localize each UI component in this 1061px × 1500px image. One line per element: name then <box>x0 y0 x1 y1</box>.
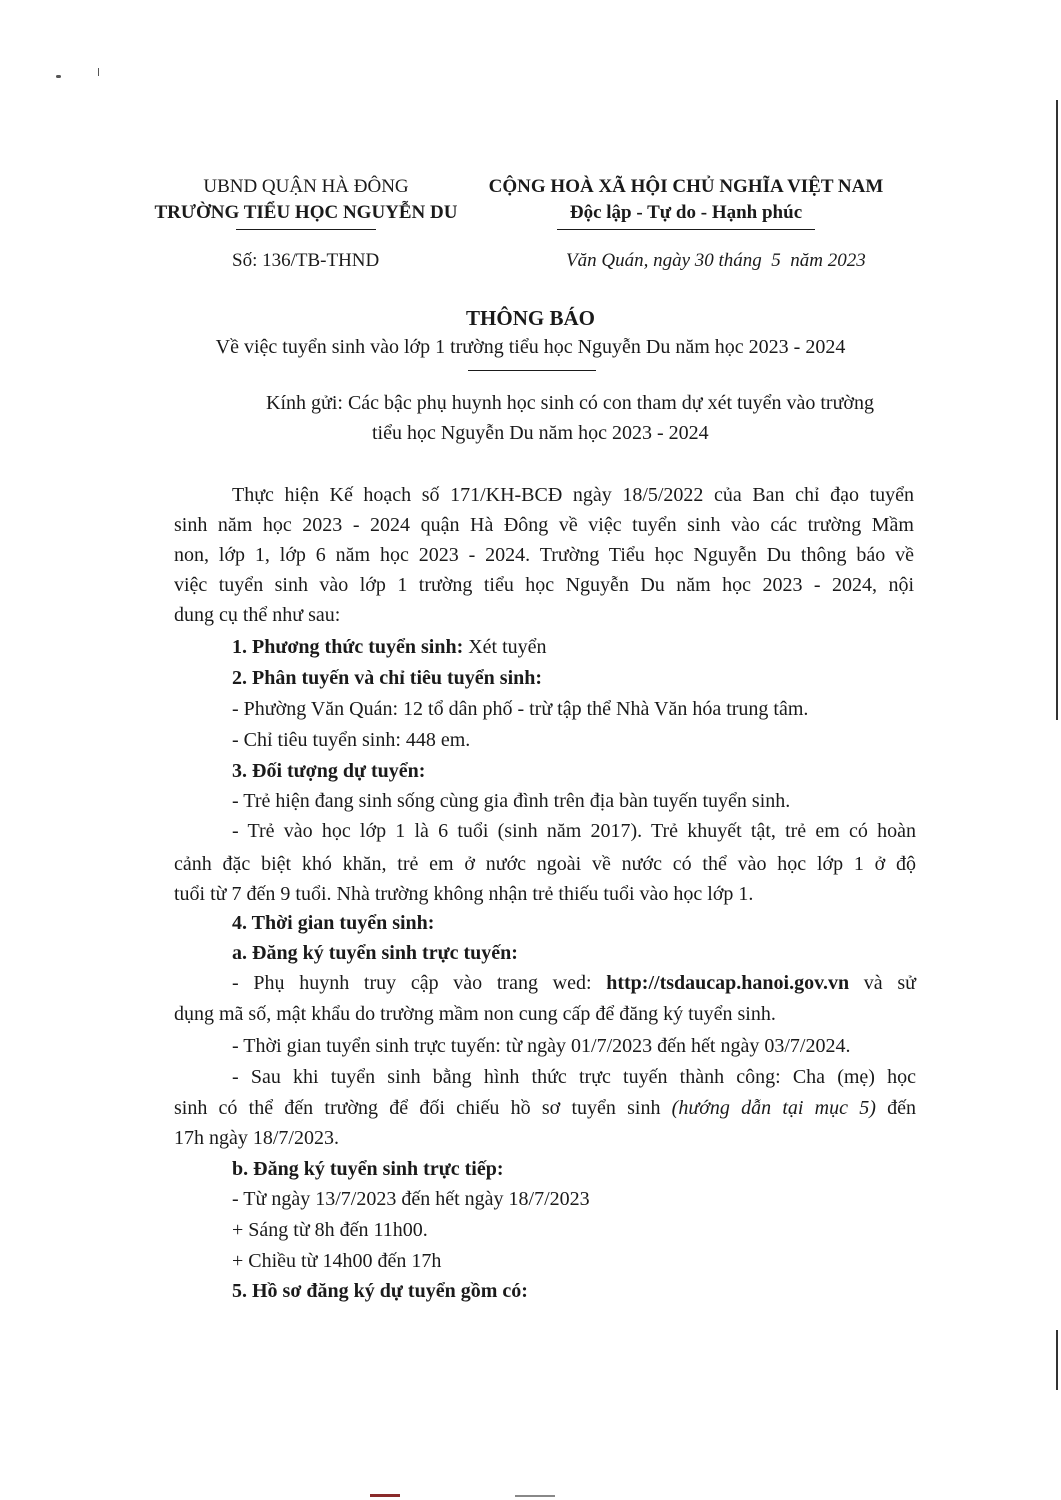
section-3-heading: 3. Đối tượng dự tuyển: <box>232 760 426 782</box>
section-4a-heading: a. Đăng ký tuyển sinh trực tuyến: <box>232 942 518 964</box>
section-1-heading: 1. Phương thức tuyển sinh: <box>232 636 464 658</box>
registration-url-link[interactable]: http://tsdaucap.hanoi.gov.vn <box>606 972 850 994</box>
section-4a-line-5-italic: (hướng dẫn tại mục 5) <box>671 1097 876 1119</box>
national-motto: Độc lập - Tự do - Hạnh phúc <box>569 202 803 223</box>
document-number: Số: 136/TB-THND <box>232 250 380 271</box>
section-1 <box>232 632 547 662</box>
section-4a-line-4: - Sau khi tuyển sinh bằng hình thức trực tuyến thành công: Cha (mẹ) học <box>232 1066 916 1088</box>
document-subject: Về việc tuyển sinh vào lớp 1 trường tiểu học Nguyễn Du năm học 2023 - 2024 <box>215 336 846 358</box>
issuer-district: UBND QUẬN HÀ ĐÔNG <box>203 176 409 197</box>
section-4a-line-5 <box>174 1093 916 1123</box>
section-4b-heading: b. Đăng ký tuyển sinh trực tiếp: <box>232 1158 504 1180</box>
section-3-line-2: - Trẻ vào học lớp 1 là 6 tuổi (sinh năm 2017). Trẻ khuyết tật, trẻ em có hoàn <box>232 820 916 842</box>
intro-line-2: sinh năm học 2023 - 2024 quận Hà Đông về việc tuyển sinh vào các trường Mầm <box>174 514 914 536</box>
motto-underline <box>557 229 815 230</box>
section-2-heading: 2. Phân tuyến và chỉ tiêu tuyển sinh: <box>232 667 543 689</box>
section-4a-line-5-post: đến <box>875 1097 916 1119</box>
section-4b-line-1: - Từ ngày 13/7/2023 đến hết ngày 18/7/2023 <box>232 1188 590 1210</box>
section-4a-line-6: 17h ngày 18/7/2023. <box>174 1127 339 1149</box>
intro-line-3: non, lớp 1, lớp 6 năm học 2023 - 2024. Trường Tiểu học Nguyễn Du thông báo về <box>174 544 914 566</box>
section-4b-line-2: + Sáng từ 8h đến 11h00. <box>232 1219 428 1241</box>
section-4a-line-3: - Thời gian tuyển sinh trực tuyến: từ ngày 01/7/2023 đến hết ngày 03/7/2024. <box>232 1035 851 1057</box>
recipient-line-1: Kính gửi: Các bậc phụ huynh học sinh có con tham dự xét tuyển vào trường <box>266 392 874 414</box>
scan-edge-line <box>1056 100 1058 720</box>
section-2-line-1: - Phường Văn Quán: 12 tổ dân phố - trừ tập thể Nhà Văn hóa trung tâm. <box>232 698 809 720</box>
section-3-line-3: cảnh đặc biệt khó khăn, trẻ em ở nước ngoài về nước có thể vào học lớp 1 ở độ <box>174 853 916 875</box>
document-title: THÔNG BÁO <box>466 306 595 330</box>
section-3-line-1: - Trẻ hiện đang sinh sống cùng gia đình trên địa bàn tuyến tuyển sinh. <box>232 790 791 812</box>
section-4b-line-3: + Chiều từ 14h00 đến 17h <box>232 1250 442 1272</box>
section-3-line-4: tuổi từ 7 đến 9 tuổi. Nhà trường không nhận trẻ thiếu tuổi vào học lớp 1. <box>174 883 754 905</box>
scan-speck <box>98 68 99 76</box>
place-date: Văn Quán, ngày 30 tháng 5 năm 2023 <box>566 250 866 271</box>
national-name: CỘNG HOÀ XÃ HỘI CHỦ NGHĨA VIỆT NAM <box>488 176 884 197</box>
section-1-text: Xét tuyển <box>463 636 547 658</box>
scan-edge-mark <box>515 1495 555 1497</box>
national-motto-block <box>468 174 904 226</box>
section-4a-line-1-post: và sử <box>849 972 916 994</box>
recipient-line-2: tiểu học Nguyễn Du năm học 2023 - 2024 <box>372 422 709 444</box>
subject-underline <box>468 370 596 371</box>
scan-edge-mark <box>370 1494 400 1497</box>
intro-line-5: dung cụ thể như sau: <box>174 604 341 626</box>
section-4-heading: 4. Thời gian tuyển sinh: <box>232 912 435 934</box>
section-4a-line-1-pre: - Phụ huynh truy cập vào trang wed: <box>232 972 607 994</box>
intro-line-4: việc tuyển sinh vào lớp 1 trường tiểu học Nguyễn Du năm học 2023 - 2024, nội <box>174 574 914 596</box>
issuer-underline <box>236 229 376 230</box>
section-4a-line-2: dụng mã số, mật khẩu do trường mầm non cung cấp để đăng ký tuyển sinh. <box>174 1003 776 1025</box>
section-5-heading: 5. Hồ sơ đăng ký dự tuyển gồm có: <box>232 1280 528 1302</box>
section-4a-line-1 <box>232 968 916 998</box>
section-4a-line-5-pre: sinh có thể đến trường để đối chiếu hồ sơ tuyển sinh <box>174 1097 672 1119</box>
section-2-line-2: - Chỉ tiêu tuyển sinh: 448 em. <box>232 729 471 751</box>
intro-line-1: Thực hiện Kế hoạch số 171/KH-BCĐ ngày 18/5/2022 của Ban chỉ đạo tuyển <box>232 484 914 506</box>
issuer-block <box>150 174 462 226</box>
scan-speck <box>56 75 61 78</box>
scan-edge-line <box>1056 1330 1058 1390</box>
issuer-school: TRƯỜNG TIỂU HỌC NGUYỄN DU <box>154 202 458 223</box>
